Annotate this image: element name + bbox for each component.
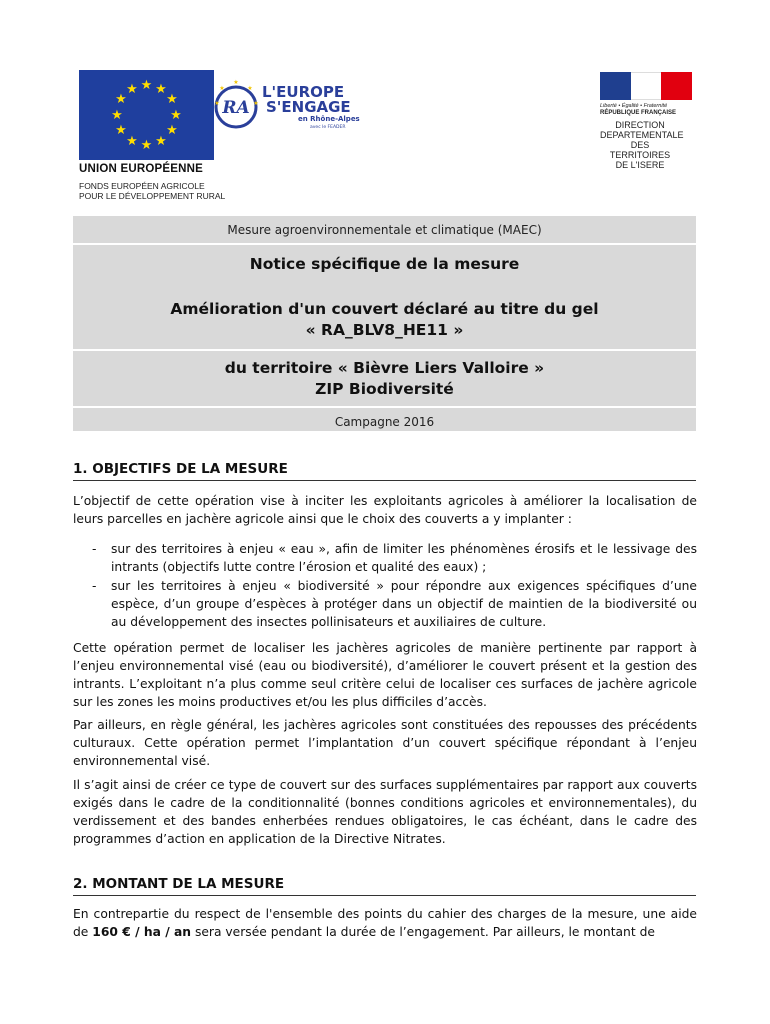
fr-direction-line: DE L'ISERE: [615, 160, 665, 170]
amount-paragraph: [73, 905, 697, 941]
section-divider: [73, 480, 696, 481]
amount-text-after: sera versée pendant la durée de l’engagement. Par ailleurs, le montant de: [194, 925, 655, 939]
svg-text:S'ENGAGE: S'ENGAGE: [266, 98, 351, 116]
banner-divider: [73, 349, 696, 351]
list-item-text: sur des territoires à enjeu « eau », afin de limiter les phénomènes érosifs et le lessivage des intrants (objectifs lutte contre l’érosion et qualité des eaux) ;: [111, 542, 697, 574]
europe-engage-logo: [214, 75, 364, 135]
svg-text:★: ★: [214, 100, 220, 107]
objectives-paragraph: Par ailleurs, en règle général, les jachères agricoles sont constituées des repousses des précédents culturaux. Cette opération permet l’implantation d’un couvert spécifique répondant à l’enjeu environnemental visé.: [73, 718, 697, 768]
fr-direction-line: DEPARTEMENTALE: [600, 130, 684, 140]
banner-divider: [73, 406, 696, 408]
eu-fund-line2: POUR LE DÉVELOPPEMENT RURAL: [79, 190, 226, 201]
list-item: [92, 540, 697, 576]
eu-flag-logo: [79, 70, 214, 160]
svg-text:★: ★: [166, 92, 178, 107]
notice-title: Notice spécifique de la mesure: [249, 255, 520, 273]
measure-code: « RA_BLV8_HE11 »: [305, 321, 464, 339]
measure-subtitle: [73, 299, 696, 341]
svg-text:★: ★: [247, 85, 253, 92]
campaign-label: Campagne 2016: [334, 415, 435, 429]
fr-republic-label: RÉPUBLIQUE FRANÇAISE: [600, 110, 677, 116]
fr-direction-line: DES TERRITOIRES: [609, 140, 671, 160]
objectives-intro: L’objectif de cette opération vise à inciter les exploitants agricoles à améliorer la localisation de leurs parcelles en jachère agricole ainsi que le choix des couverts a y implanter :: [73, 494, 697, 526]
title-banner: [73, 216, 696, 431]
list-item: [92, 577, 697, 631]
svg-text:★: ★: [115, 92, 127, 107]
svg-text:★: ★: [170, 108, 182, 123]
fr-direction-line: DIRECTION: [615, 120, 665, 130]
svg-text:RA: RA: [222, 98, 250, 118]
svg-text:★: ★: [140, 138, 153, 153]
svg-text:★: ★: [253, 100, 259, 107]
fr-motto: Liberté • Égalité • Fraternité: [600, 103, 668, 109]
measure-type: Mesure agroenvironnementale et climatique (MAEC): [227, 223, 542, 237]
bullet-marker: -: [92, 542, 97, 556]
list-item-text: sur les territoires à enjeu « biodiversité » pour répondre aux exigences spécifiques d’une espèce, d’un groupe d’espèces à protéger dans un objectif de maintien de la biodiversité ou au développement des insectes pollinisateurs et auxiliaires de culture.: [111, 579, 697, 629]
ra-logo-icon: [214, 75, 364, 135]
svg-text:L'EUROPE: L'EUROPE: [262, 83, 345, 101]
banner-divider: [73, 243, 696, 245]
fr-direction-label: [600, 120, 684, 170]
svg-text:★: ★: [166, 123, 178, 138]
svg-text:★: ★: [155, 134, 167, 149]
svg-text:en Rhône-Alpes: en Rhône-Alpes: [298, 115, 360, 123]
section-heading: 2. MONTANT DE LA MESURE: [73, 876, 285, 892]
eu-fund-line1: FONDS EUROPÉEN AGRICOLE: [79, 181, 205, 191]
territory-line2: ZIP Biodiversité: [315, 380, 454, 398]
bullet-marker: -: [92, 579, 97, 593]
republique-francaise-logo: [600, 72, 695, 170]
amount-text-before: En contrepartie du respect de l'ensemble des points du cahier des charges de la mesure, une aide de: [73, 907, 697, 939]
eu-stars-icon: [79, 70, 214, 160]
objectives-paragraph: Il s’agit ainsi de créer ce type de couvert sur des surfaces supplémentaires par rapport aux couverts exigés dans le cadre de la conditionnalité (bonnes conditions agricoles et environnementales), du verdissement et des bandes enherbées rendues obligatoires, le cas échéant, dans le cadre des programmes d’action en application de la Directive Nitrates.: [73, 778, 697, 846]
svg-text:★: ★: [155, 82, 167, 97]
svg-text:★: ★: [126, 134, 138, 149]
eu-title: UNION EUROPÉENNE: [79, 163, 203, 175]
svg-text:★: ★: [126, 82, 138, 97]
territory-title: [73, 358, 696, 400]
svg-text:avec le FEADER: avec le FEADER: [310, 125, 346, 130]
section-heading: 1. OBJECTIFS DE LA MESURE: [73, 461, 288, 477]
svg-text:★: ★: [219, 85, 225, 92]
svg-text:★: ★: [233, 79, 239, 86]
french-flag-icon: [600, 72, 692, 100]
svg-text:★: ★: [115, 123, 127, 138]
territory-line1: du territoire « Bièvre Liers Valloire »: [224, 359, 545, 377]
svg-text:★: ★: [140, 78, 153, 93]
svg-text:★: ★: [111, 108, 123, 123]
eu-fund-name: [79, 182, 225, 201]
objectives-paragraph: Cette opération permet de localiser les jachères agricoles de manière pertinente par rapport à l’enjeu environnemental visé (eau ou biodiversité), d’améliorer le couvert présent et la gestion des intrants. L’exploitant n’a plus comme seul critère celui de localiser ces surfaces de jachère agricole sur les zones les moins productives et/ou les plus difficiles d’accès.: [73, 641, 697, 709]
section-divider: [73, 895, 696, 896]
aid-amount: 160 € / ha / an: [92, 925, 192, 939]
measure-subtitle-line1: Amélioration d'un couvert déclaré au titre du gel: [170, 300, 599, 318]
